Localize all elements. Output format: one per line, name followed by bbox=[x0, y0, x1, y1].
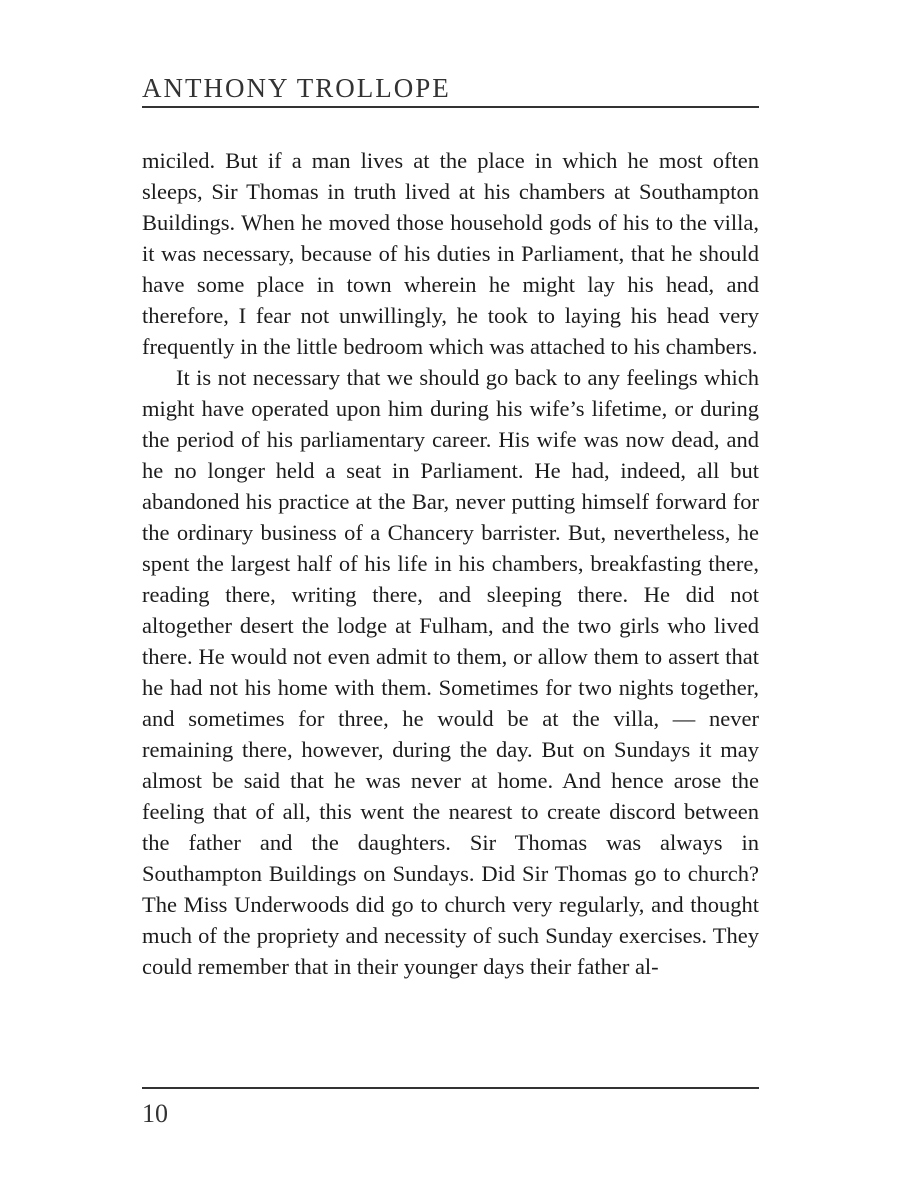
paragraph: miciled. But if a man lives at the place in which he most often sleeps, Sir Thomas in truth lived at his chambers at Southampton Buildings. When he moved those household gods of his to the villa, it was necessary, because of his duties in Parliament, that he should have some place in town wherein he might lay his head, and therefore, I fear not unwillingly, he took to laying his head very frequently in the little bedroom which was attached to his chambers. bbox=[142, 148, 759, 359]
header-rule bbox=[142, 106, 759, 108]
running-head: ANTHONY TROLLOPE bbox=[142, 73, 451, 103]
page-number: 10 bbox=[142, 1099, 168, 1128]
body-text bbox=[142, 145, 759, 982]
footer-rule bbox=[142, 1087, 759, 1089]
paragraph: It is not necessary that we should go back to any feelings which might have operated upon him during his wife’s lifetime, or during the period of his parliamentary career. His wife was now dead, and he no longer held a seat in Parliament. He had, indeed, all but abandoned his practice at the Bar, never putting himself forward for the ordinary business of a Chancery barrister. But, nevertheless, he spent the largest half of his life in his chambers, breakfasting there, reading there, writing there, and sleeping there. He did not altogether desert the lodge at Fulham, and the two girls who lived there. He would not even admit to them, or allow them to assert that he had not his home with them. Sometimes for two nights together, and sometimes for three, he would be at the villa, — never remaining there, however, during the day. But on Sundays it may almost be said that he was never at home. And hence arose the feeling that of all, this went the nearest to create discord between the father and the daughters. Sir Thomas was always in Southampton Buildings on Sundays. Did Sir Thomas go to church? The Miss Underwoods did go to church very regularly, and thought much of the propriety and necessity of such Sunday exercises. They could remember that in their younger days their father al- bbox=[142, 365, 759, 979]
